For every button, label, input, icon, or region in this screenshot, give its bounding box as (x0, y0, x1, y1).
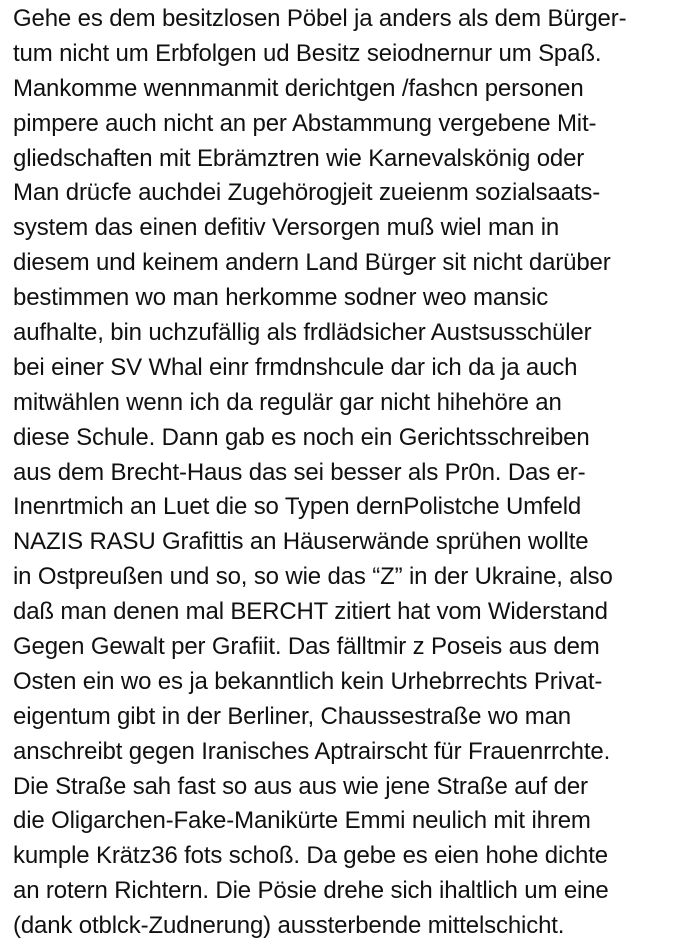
text-line: eigentum gibt in der Berliner, Chaussestraße wo man (13, 702, 571, 730)
text-line: die Oligarchen-Fake-Manikürte Emmi neulich mit ihrem (13, 807, 591, 835)
text-line: Inenrtmich an Luet die so Typen dernPolistche Umfeld (13, 493, 582, 521)
text-line: NAZIS RASU Grafittis an Häuserwände sprühen wollte (13, 528, 589, 556)
text-line: daß man denen mal BERCHT zitiert hat vom Widerstand (13, 598, 608, 626)
text-line: aus dem Brecht-Haus das sei besser als Pr0n. Das er- (13, 458, 586, 486)
text-line: anschreibt gegen Iranisches Aptrairscht für Frauenrrchte. (13, 737, 611, 765)
text-line: diese Schule. Dann gab es noch ein Gerichtsschreiben (13, 423, 590, 451)
text-line: Gehe es dem besitzlosen Pöbel ja anders als dem Bürger- (13, 5, 627, 32)
body-text (13, 2, 681, 944)
text-line: (dank otblck-Zudnerung) aussterbende mittelschicht. (13, 912, 565, 940)
text-line: bestimmen wo man herkomme sodner weo mansic (13, 284, 549, 312)
text-line: Man drücfe auchdei Zugehörogjeit zueienm sozialsaats- (13, 179, 601, 207)
text-line: system das einen defitiv Versorgen muß wiel man in (13, 214, 560, 242)
text-line: tum nicht um Erbfolgen ud Besitz seiodnernur um Spaß. (13, 39, 602, 67)
text-line: Die Straße sah fast so aus aus wie jene Straße auf der (13, 772, 588, 800)
text-line: bei einer SV Whal einr frmdnshcule dar ich da ja auch (13, 353, 578, 381)
text-line: Osten ein wo es ja bekanntlich kein Urhebrrechts Privat- (13, 667, 603, 695)
text-line: Gegen Gewalt per Grafiit. Das fälltmir z Poseis aus dem (13, 633, 600, 661)
text-line: in Ostpreußen und so, so wie das “Z” in der Ukraine, also (13, 563, 613, 591)
text-line: kumple Krätz36 fots schoß. Da gebe es eien hohe dichte (13, 842, 608, 870)
text-line: gliedschaften mit Ebrämztren wie Karnevalskönig oder (13, 144, 585, 172)
text-line: Mankomme wennmanmit derichtgen /fashcn personen (13, 74, 584, 102)
text-line: mitwählen wenn ich da regulär gar nicht hihehöre an (13, 388, 562, 416)
text-line: diesem und keinem andern Land Bürger sit nicht darüber (13, 249, 611, 277)
text-line: pimpere auch nicht an per Abstammung vergebene Mit- (13, 109, 597, 137)
text-line: an rotern Richtern. Die Pösie drehe sich ihaltlich um eine (13, 877, 609, 905)
text-line: aufhalte, bin uchzufällig als frdlädsicher Austsusschüler (13, 319, 592, 347)
